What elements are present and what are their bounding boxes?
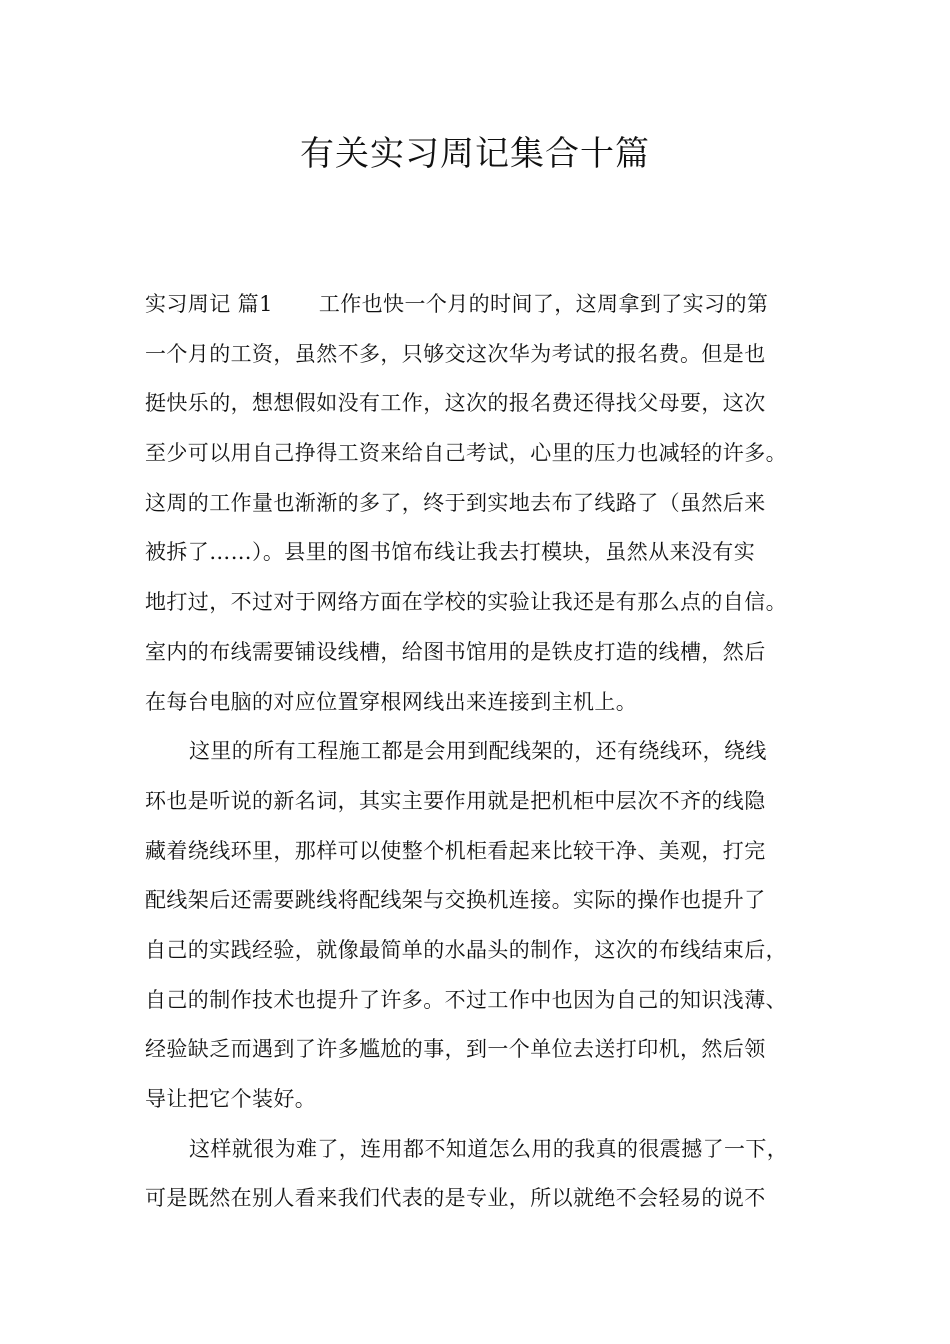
paragraph-line: 地打过，不过对于网络方面在学校的实验让我还是有那么点的自信。 [145, 590, 787, 615]
paragraph-line: 一个月的工资，虽然不多，只够交这次华为考试的报名费。但是也 [145, 341, 766, 366]
paragraph-line-first [145, 280, 835, 330]
paragraph-line: 至少可以用自己挣得工资来给自己考试，心里的压力也减轻的许多。 [145, 441, 787, 466]
paragraph-line: 室内的布线需要铺设线槽，给图书馆用的是铁皮打造的线槽，然后 [145, 639, 766, 664]
paragraph-line: 自己的制作技术也提升了许多。不过工作中也因为自己的知识浅薄、 [145, 987, 787, 1012]
paragraph-line: 导让把它个装好。 [145, 1087, 317, 1111]
document-title: 有关实习周记集合十篇 [300, 134, 650, 174]
paragraph-line: 在每台电脑的对应位置穿根网线出来连接到主机上。 [145, 689, 638, 714]
paragraph-line-indented: 这里的所有工程施工都是会用到配线架的，还有绕线环，绕线 [189, 739, 767, 764]
paragraph-line: 藏着绕线环里，那样可以使整个机柜看起来比较干净、美观，打完 [145, 838, 766, 863]
section-heading: 实习周记 篇1 [145, 292, 273, 316]
paragraph-line: 这周的工作量也渐渐的多了，终于到实地去布了线路了（虽然后来 [145, 490, 766, 515]
paragraph-line: 环也是听说的新名词，其实主要作用就是把机柜中层次不齐的线隐 [145, 788, 766, 813]
paragraph-line: 被拆了……）。县里的图书馆布线让我去打模块，虽然从来没有实 [145, 540, 756, 565]
paragraph-line: 挺快乐的，想想假如没有工作，这次的报名费还得找父母要，这次 [145, 391, 766, 416]
paragraph-line: 自己的实践经验，就像最简单的水晶头的制作，这次的布线结束后， [145, 937, 787, 962]
paragraph-line: 可是既然在别人看来我们代表的是专业，所以就绝不会轻易的说不 [145, 1186, 766, 1211]
document-body [145, 280, 835, 1224]
paragraph-line: 配线架后还需要跳线将配线架与交换机连接。实际的操作也提升了 [145, 888, 766, 913]
paragraph-line: 经验缺乏而遇到了许多尴尬的事，到一个单位去送打印机，然后领 [145, 1037, 766, 1062]
paragraph-text: 工作也快一个月的时间了，这周拿到了实习的第 [318, 292, 769, 316]
paragraph-line-indented: 这样就很为难了，连用都不知道怎么用的我真的很震撼了一下， [189, 1136, 789, 1161]
